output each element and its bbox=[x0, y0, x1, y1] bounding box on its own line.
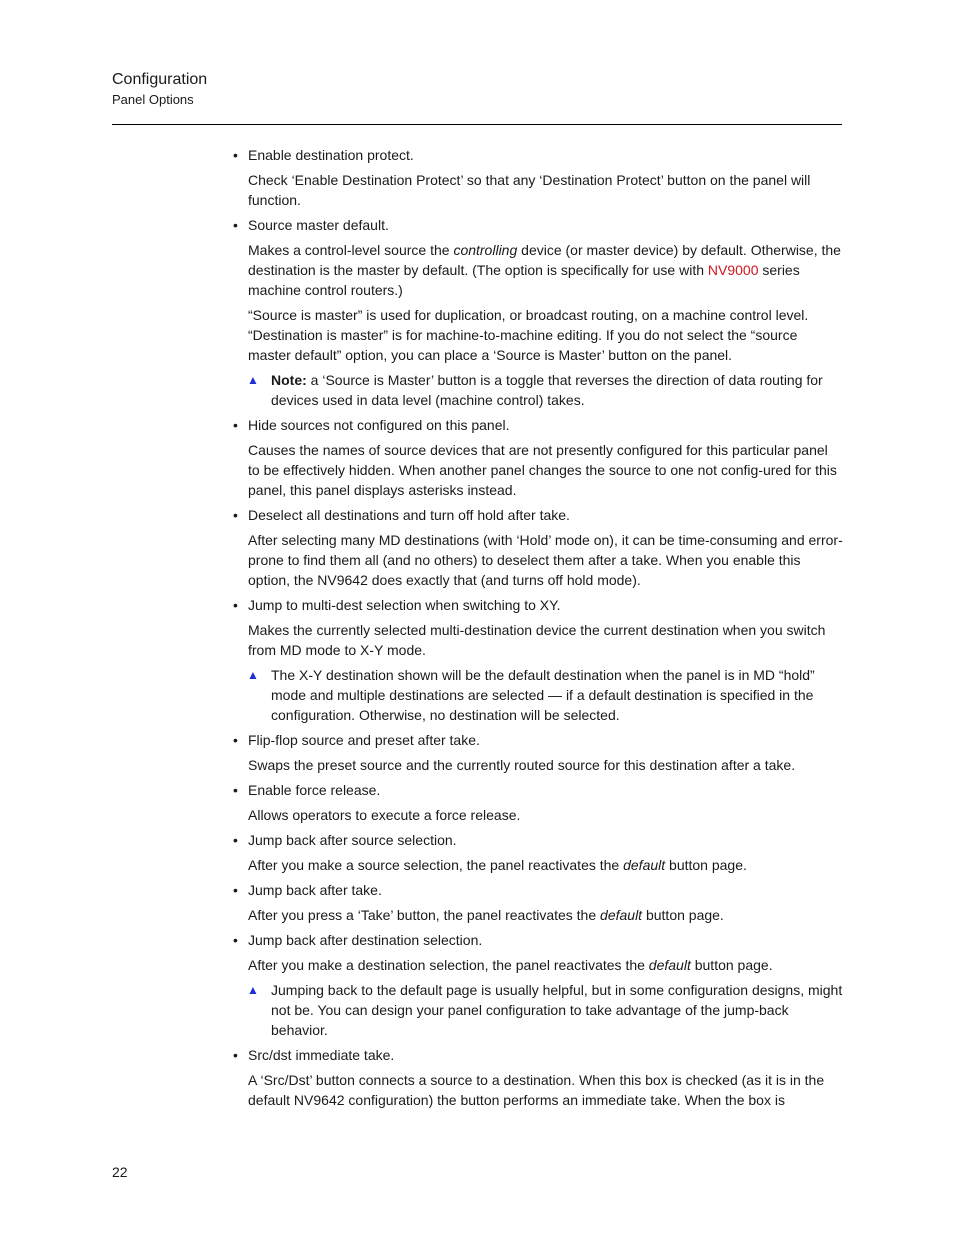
option-label: Hide sources not configured on this panel. bbox=[248, 417, 510, 433]
list-item bbox=[233, 145, 843, 165]
paragraph: Swaps the preset source and the currently routed source for this destination after a take. bbox=[248, 757, 796, 773]
list-item bbox=[233, 215, 843, 235]
option-label: Jump back after take. bbox=[248, 882, 382, 898]
paragraph: “Source is master” is used for duplication, or broadcast routing, on a machine control level. “Destination is master” is for machine-to-machine editing. If you do not select the “source master default” option, you can place a ‘Source is Master’ button on the panel. bbox=[248, 307, 809, 363]
note-triangle-icon: ▲ bbox=[247, 373, 259, 387]
list-item bbox=[233, 730, 843, 750]
note-text: Jumping back to the default page is usually helpful, but in some configuration designs, might not be. You can design your panel configuration to take advantage of the jump-back behavior. bbox=[271, 982, 843, 1038]
option-label: Jump to multi-dest selection when switching to XY. bbox=[248, 597, 561, 613]
document-body bbox=[233, 145, 843, 1115]
paragraph bbox=[233, 240, 843, 300]
list-item bbox=[233, 830, 843, 850]
bullet-icon: • bbox=[233, 932, 238, 948]
bullet-icon: • bbox=[233, 832, 238, 848]
note-triangle-icon: ▲ bbox=[247, 983, 259, 997]
list-item bbox=[233, 415, 843, 435]
paragraph: Allows operators to execute a force release. bbox=[248, 807, 521, 823]
bullet-icon: • bbox=[233, 597, 238, 613]
option-label: Flip-flop source and preset after take. bbox=[248, 732, 480, 748]
note-label: Note: bbox=[271, 372, 307, 388]
emphasis-text: default bbox=[648, 957, 691, 973]
paragraph: Check ‘Enable Destination Protect’ so that any ‘Destination Protect’ button on the panel will function. bbox=[248, 172, 811, 208]
note bbox=[233, 370, 843, 410]
option-label: Enable force release. bbox=[248, 782, 381, 798]
paragraph: Causes the names of source devices that are not presently configured for this particular panel to be effectively hidden. When another panel changes the source to one not config-ured for this panel, this panel displays asterisks instead. bbox=[248, 442, 837, 498]
emphasis-text: default bbox=[623, 857, 666, 873]
bullet-icon: • bbox=[233, 1047, 238, 1063]
bullet-icon: • bbox=[233, 782, 238, 798]
paragraph bbox=[233, 855, 843, 875]
page-number: 22 bbox=[112, 1164, 128, 1180]
list-item bbox=[233, 880, 843, 900]
text-run: device (or master device) by default. Otherwise, the destination is the master by default. (The option is specifically for use with bbox=[248, 242, 841, 278]
bullet-icon: • bbox=[233, 507, 238, 523]
paragraph bbox=[233, 905, 843, 925]
note-text: The X-Y destination shown will be the default destination when the panel is in MD “hold” mode and multiple destinations are selected — if a default destination is specified in the configuration. Otherwise, no destination will be selected. bbox=[271, 667, 815, 723]
header-rule bbox=[112, 124, 842, 125]
section-subtitle: Panel Options bbox=[112, 92, 194, 107]
bullet-icon: • bbox=[233, 732, 238, 748]
list-item bbox=[233, 780, 843, 800]
list-item bbox=[233, 505, 843, 525]
note-triangle-icon: ▲ bbox=[247, 668, 259, 682]
note bbox=[233, 665, 843, 725]
option-label: Source master default. bbox=[248, 217, 389, 233]
text-run: series machine control routers.) bbox=[248, 262, 800, 298]
emphasis-text: controlling bbox=[453, 242, 518, 258]
option-label: Jump back after destination selection. bbox=[248, 932, 483, 948]
text-run: button page. bbox=[642, 907, 724, 923]
running-header bbox=[112, 70, 207, 110]
option-label: Deselect all destinations and turn off hold after take. bbox=[248, 507, 570, 523]
nv9000-link[interactable]: NV9000 bbox=[707, 262, 759, 278]
text-run: Makes a control-level source the bbox=[248, 242, 454, 258]
paragraph: Makes the currently selected multi-destination device the current destination when you switch from MD mode to X-Y mode. bbox=[248, 622, 826, 658]
list-item bbox=[233, 930, 843, 950]
list-item bbox=[233, 1045, 843, 1065]
text-run: After you press a ‘Take’ button, the panel reactivates the bbox=[248, 907, 601, 923]
chapter-title: Configuration bbox=[112, 71, 208, 88]
list-item bbox=[233, 595, 843, 615]
bullet-icon: • bbox=[233, 417, 238, 433]
bullet-icon: • bbox=[233, 882, 238, 898]
note bbox=[233, 980, 843, 1040]
text-run: button page. bbox=[690, 957, 773, 973]
note-text: a ‘Source is Master’ button is a toggle that reverses the direction of data routing for devices used in data level (machine control) takes. bbox=[271, 372, 823, 408]
option-label: Src/dst immediate take. bbox=[248, 1047, 395, 1063]
bullet-icon: • bbox=[233, 147, 238, 163]
option-label: Enable destination protect. bbox=[248, 147, 414, 163]
text-run: After you make a source selection, the panel reactivates the bbox=[248, 857, 624, 873]
paragraph bbox=[233, 955, 843, 975]
paragraph: A ‘Src/Dst’ button connects a source to a destination. When this box is checked (as it is in the default NV9642 configuration) the button performs an immediate take. When the box is bbox=[248, 1072, 825, 1108]
emphasis-text: default bbox=[600, 907, 643, 923]
text-run: button page. bbox=[665, 857, 747, 873]
paragraph: After selecting many MD destinations (with ‘Hold’ mode on), it can be time-consuming and error-prone to find them all (and no others) to deselect them after a take. When you enable this option, the NV9642 does exactly that (and turns off hold mode). bbox=[248, 532, 843, 588]
bullet-icon: • bbox=[233, 217, 238, 233]
text-run: After you make a destination selection, the panel reactivates the bbox=[248, 957, 649, 973]
option-label: Jump back after source selection. bbox=[248, 832, 457, 848]
